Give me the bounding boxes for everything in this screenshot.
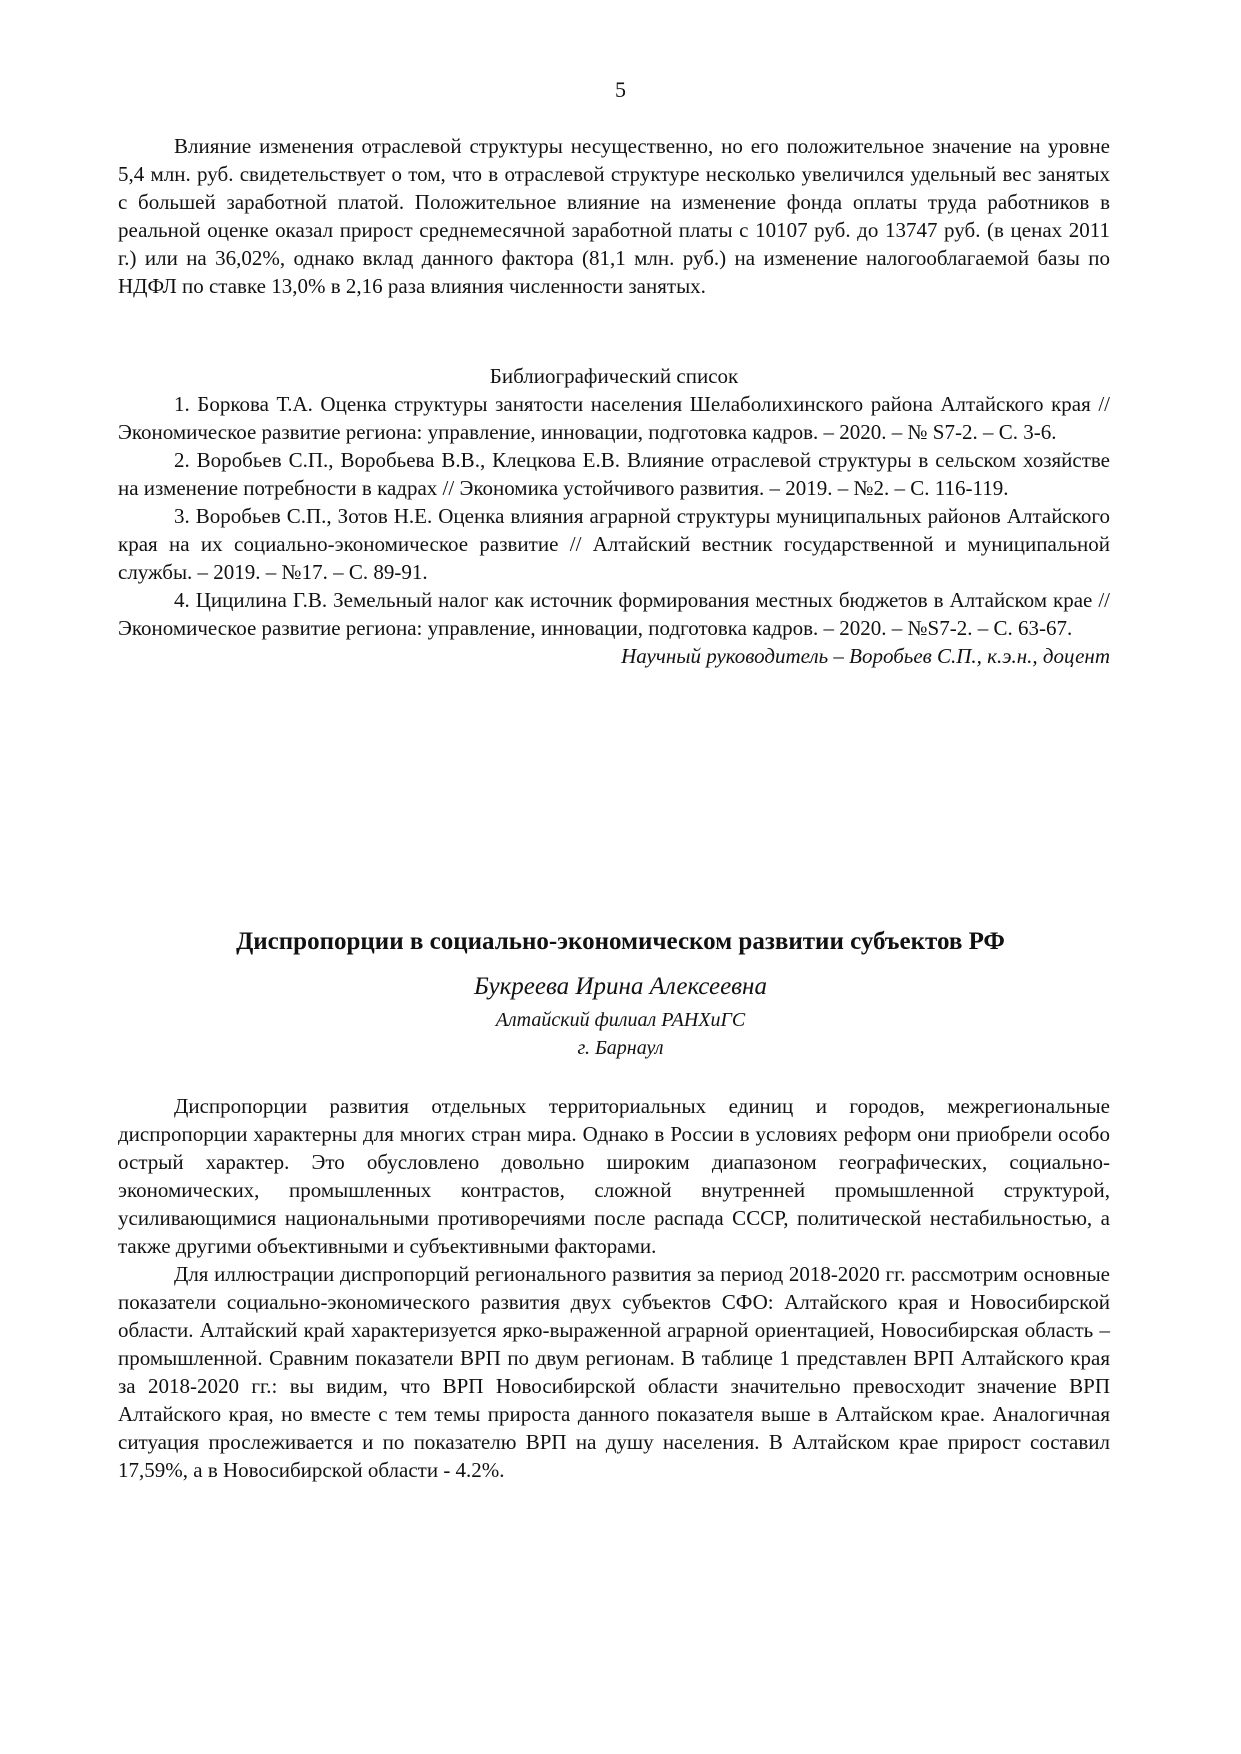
bibliography-item: 4. Цицилина Г.В. Земельный налог как источник формирования местных бюджетов в Алтайском крае // Экономическое развитие региона: управление, инновации, подготовка кадров. – 2020. – №S7-2. – С. 63-67. — [118, 588, 1110, 640]
bibliography-heading: Библиографический список — [489, 364, 739, 388]
bibliography-item: 2. Воробьев С.П., Воробьева В.В., Клецкова Е.В. Влияние отраслевой структуры в сельском хозяйстве на изменение потребности в кадрах // Экономика устойчивого развития. – 2019. – №2. – С. 116-119. — [118, 448, 1110, 500]
bibliography-item: 1. Боркова Т.А. Оценка структуры занятости населения Шелаболихинского района Алтайского края // Экономическое развитие региона: управление, инновации, подготовка кадров. – 2020. – № S7-2. – С. 3-6. — [118, 392, 1110, 444]
article-body — [118, 1092, 1110, 1484]
intro-section — [118, 132, 1110, 300]
page-number: 5 — [615, 77, 626, 102]
article-title: Диспропорции в социально-экономическом развитии субъектов РФ — [236, 928, 1005, 955]
article-paragraph: Для иллюстрации диспропорций регионального развития за период 2018-2020 гг. рассмотрим основные показатели социально-экономического развития двух субъектов СФО: Алтайского края и Новосибирской области. Алтайский край характеризуется ярко-выраженной аграрной ориентацией, Новосибирская область – промышленной. Сравним показатели ВРП по двум регионам. В таблице 1 представлен ВРП Алтайского края за 2018-2020 гг.: вы видим, что ВРП Новосибирской области значительно превосходит значение ВРП Алтайского края, но вместе с тем темы прироста данного показателя выше в Алтайском крае. Аналогичная ситуация прослеживается и по показателю ВРП на душу населения. В Алтайском крае прирост составил 17,59%, а в Новосибирской области - 4.2%. — [118, 1262, 1110, 1482]
article-paragraph: Диспропорции развития отдельных территориальных единиц и городов, межрегиональные диспропорции характерны для многих стран мира. Однако в России в условиях реформ они приобрели особо острый характер. Это обусловлено довольно широким диапазоном географических, социально-экономических, промышленных контрастов, сложной внутренней промышленной структурой, усиливающимися национальными противоречиями после распада СССР, политической нестабильностью, а также другими объективными и субъективными факторами. — [118, 1094, 1110, 1258]
article-city: г. Барнаул — [577, 1037, 664, 1059]
bibliography-section — [118, 362, 1110, 670]
article-author: Букреева Ирина Алексеевна — [474, 973, 767, 1000]
intro-paragraph: Влияние изменения отраслевой структуры несущественно, но его положительное значение на уровне 5,4 млн. руб. свидетельствует о том, что в отраслевой структуре несколько увеличился удельный вес занятых с большей заработной платой. Положительное влияние на изменение фонда оплаты труда работников в реальной оценке оказал прирост среднемесячной заработной платы с 10107 руб. до 13747 руб. (в ценах 2011 г.) или на 36,02%, однако вклад данного фактора (81,1 млн. руб.) на изменение налогооблагаемой базы по НДФЛ по ставке 13,0% в 2,16 раза влияния численности занятых. — [118, 134, 1110, 298]
bibliography-item: 3. Воробьев С.П., Зотов Н.Е. Оценка влияния аграрной структуры муниципальных районов Алтайского края на их социально-экономическое развитие // Алтайский вестник государственной и муниципальной службы. – 2019. – №17. – С. 89-91. — [118, 504, 1110, 584]
supervisor-signature: Научный руководитель – Воробьев С.П., к.э.н., доцент — [621, 644, 1110, 668]
article-affiliation: Алтайский филиал РАНХиГС — [495, 1009, 746, 1031]
